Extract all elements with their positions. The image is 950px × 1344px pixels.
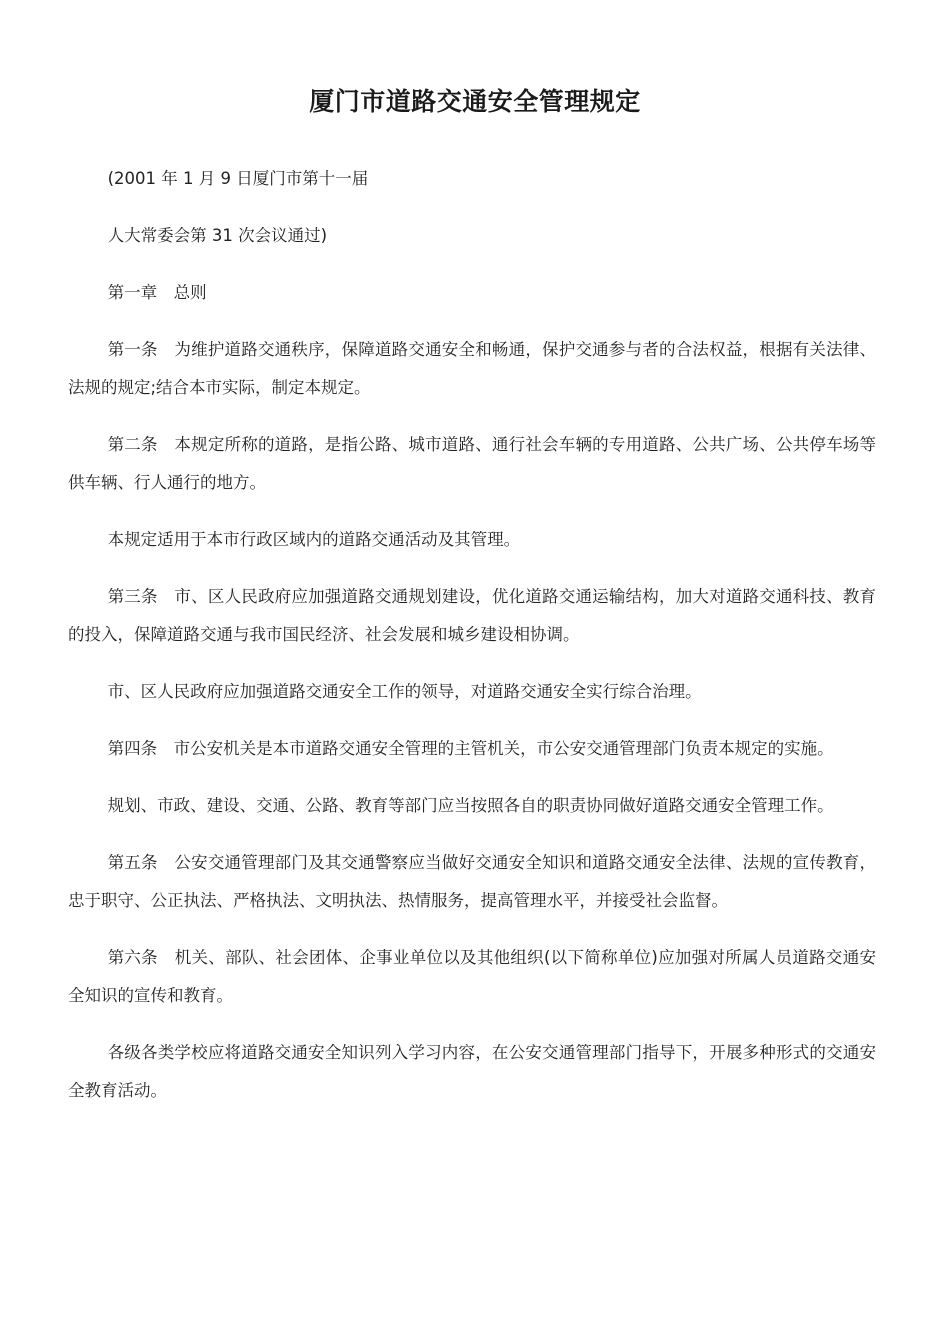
adoption-note-line-2: 人大常委会第 31 次会议通过) bbox=[107, 226, 328, 245]
article-paragraph: 市、区人民政府应加强道路交通安全工作的领导，对道路交通安全实行综合治理。 bbox=[107, 682, 702, 701]
article-paragraph: 第四条 市公安机关是本市道路交通安全管理的主管机关，市公安交通管理部门负责本规定的实施。 bbox=[107, 739, 834, 758]
document-body bbox=[68, 160, 876, 1129]
article-paragraph: 第三条 市、区人民政府应加强道路交通规划建设，优化道路交通运输结构，加大对道路交通科技、教育的投入，保障道路交通与我市国民经济、社会发展和城乡建设相协调。 bbox=[68, 587, 876, 644]
chapter-heading: 第一章 总则 bbox=[107, 283, 207, 302]
article-paragraph: 规划、市政、建设、交通、公路、教育等部门应当按照各自的职责协同做好道路交通安全管理工作。 bbox=[107, 796, 834, 815]
article-paragraph: 各级各类学校应将道路交通安全知识列入学习内容，在公安交通管理部门指导下，开展多种形式的交通安全教育活动。 bbox=[68, 1043, 876, 1100]
article-paragraph: 本规定适用于本市行政区域内的道路交通活动及其管理。 bbox=[107, 530, 521, 549]
article-paragraph: 第一条 为维护道路交通秩序，保障道路交通安全和畅通，保护交通参与者的合法权益，根据有关法律、法规的规定;结合本市实际，制定本规定。 bbox=[68, 340, 876, 397]
article-paragraph: 第六条 机关、部队、社会团体、企事业单位以及其他组织(以下简称单位)应加强对所属人员道路交通安全知识的宣传和教育。 bbox=[68, 948, 876, 1005]
document-title: 厦门市道路交通安全管理规定 bbox=[309, 87, 641, 116]
adoption-note-line-1: (2001 年 1 月 9 日厦门市第十一届 bbox=[107, 169, 369, 188]
article-paragraph: 第二条 本规定所称的道路，是指公路、城市道路、通行社会车辆的专用道路、公共广场、公共停车场等供车辆、行人通行的地方。 bbox=[68, 435, 876, 492]
article-paragraph: 第五条 公安交通管理部门及其交通警察应当做好交通安全知识和道路交通安全法律、法规的宣传教育，忠于职守、公正执法、严格执法、文明执法、热情服务，提高管理水平，并接受社会监督。 bbox=[68, 853, 876, 910]
